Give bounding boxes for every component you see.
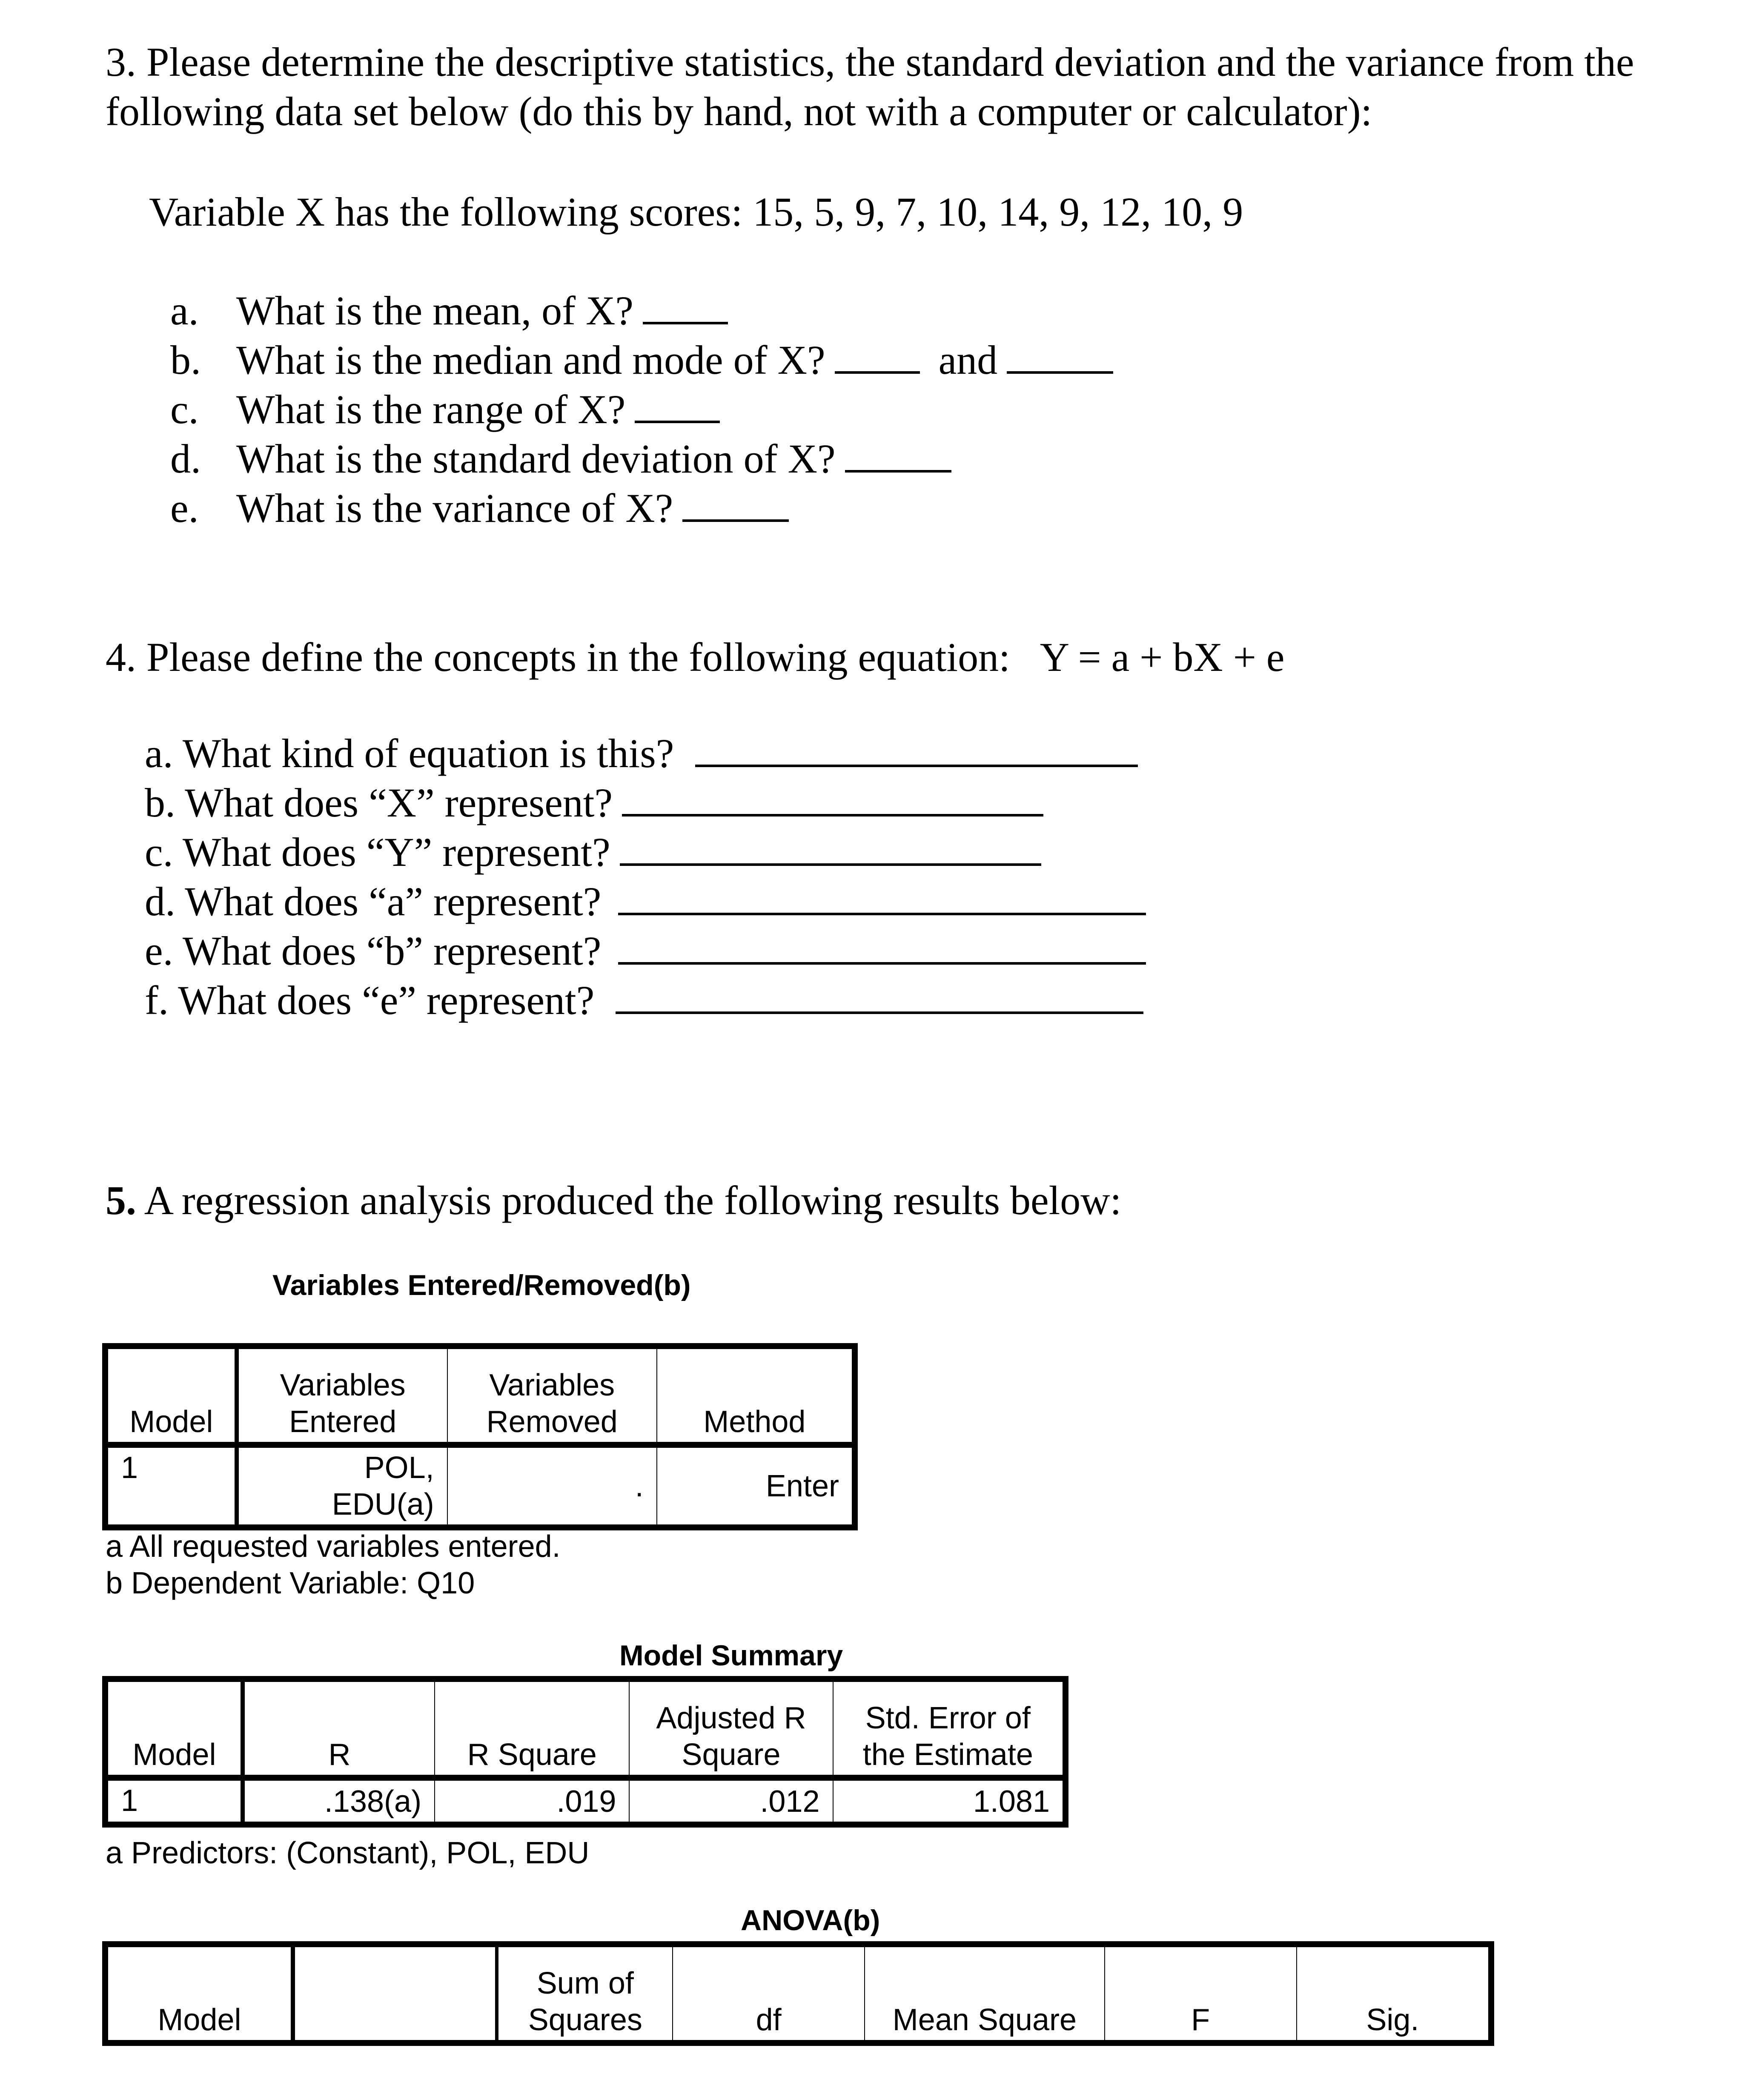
item-text: f. What does “e” represent? bbox=[145, 977, 595, 1023]
table-header-row bbox=[105, 1679, 1066, 1778]
variables-table-title: Variables Entered/Removed(b) bbox=[272, 1269, 691, 1301]
item-letter: d. bbox=[170, 436, 201, 481]
col-header-sig: Sig. bbox=[1297, 1944, 1491, 2043]
q4-prompt bbox=[106, 633, 1284, 682]
answer-blank[interactable] bbox=[616, 977, 1143, 1014]
col-header-adjusted-r-square: Adjusted R Square bbox=[629, 1679, 833, 1778]
joiner-text: and bbox=[938, 337, 998, 383]
answer-blank[interactable] bbox=[845, 436, 951, 473]
q4-item-b bbox=[145, 778, 1043, 828]
q3-line2: following data set below (do this by hand, not with a computer or calculator): bbox=[106, 89, 1372, 134]
col-header-variables-entered: Variables Entered bbox=[237, 1346, 447, 1445]
answer-blank[interactable] bbox=[682, 485, 789, 522]
item-letter: a. bbox=[170, 288, 199, 333]
col-header-blank bbox=[293, 1944, 497, 2043]
answer-blank[interactable] bbox=[618, 879, 1146, 915]
q3-item-e bbox=[170, 484, 789, 533]
q3-scores: Variable X has the following scores: 15, 5, 9, 7, 10, 14, 9, 12, 10, 9 bbox=[149, 189, 1243, 235]
table-row bbox=[105, 1445, 855, 1527]
item-letter: e. bbox=[170, 485, 199, 531]
item-text: d. What does “a” represent? bbox=[145, 879, 602, 924]
table-header-row bbox=[105, 1944, 1491, 2043]
model-summary-table bbox=[102, 1676, 1068, 1828]
cell-adjusted-r-square: .012 bbox=[629, 1778, 833, 1825]
item-text: What is the variance of X? bbox=[236, 485, 673, 531]
col-header-std-error: Std. Error of the Estimate bbox=[833, 1679, 1066, 1778]
cell-variables-entered: POL, EDU(a) bbox=[237, 1445, 447, 1527]
footnote-b: b Dependent Variable: Q10 bbox=[106, 1566, 475, 1600]
table-header-row bbox=[105, 1346, 855, 1445]
table-row bbox=[105, 1778, 1066, 1825]
q3-item-a bbox=[170, 286, 728, 335]
q4-item-c bbox=[145, 828, 1041, 877]
median-answer-blank[interactable] bbox=[835, 337, 920, 374]
q4-item-d bbox=[145, 877, 1146, 926]
q3-item-b bbox=[170, 335, 1113, 385]
answer-blank[interactable] bbox=[622, 780, 1043, 817]
col-header-mean-square: Mean Square bbox=[865, 1944, 1104, 2043]
col-header-model: Model bbox=[105, 1679, 243, 1778]
cell-std-error: 1.081 bbox=[833, 1778, 1066, 1825]
q5-number: 5. bbox=[106, 1177, 136, 1223]
col-header-r-square: R Square bbox=[435, 1679, 629, 1778]
col-header-variables-removed: Variables Removed bbox=[447, 1346, 657, 1445]
item-text: e. What does “b” represent? bbox=[145, 928, 602, 974]
answer-blank[interactable] bbox=[643, 288, 728, 324]
q4-item-a bbox=[145, 729, 1138, 778]
q4-item-f bbox=[145, 976, 1143, 1025]
mode-answer-blank[interactable] bbox=[1007, 337, 1113, 374]
cell-model: 1 bbox=[105, 1778, 243, 1825]
answer-blank[interactable] bbox=[618, 928, 1146, 965]
anova-title: ANOVA(b) bbox=[741, 1904, 880, 1937]
col-header-r: R bbox=[243, 1679, 435, 1778]
item-text: What is the standard deviation of X? bbox=[236, 436, 836, 481]
cell-r: .138(a) bbox=[243, 1778, 435, 1825]
q3-line1: 3. Please determine the descriptive statistics, the standard deviation and the variance from the bbox=[106, 39, 1634, 85]
footnote-a: a All requested variables entered. bbox=[106, 1530, 561, 1564]
col-header-model: Model bbox=[105, 1944, 293, 2043]
q5-prompt bbox=[106, 1176, 1121, 1225]
item-text: What is the median and mode of X? bbox=[236, 337, 825, 383]
item-text: What is the mean, of X? bbox=[236, 288, 633, 333]
cell-r-square: .019 bbox=[435, 1778, 629, 1825]
variables-entered-removed-table bbox=[102, 1343, 858, 1530]
q4-item-e bbox=[145, 926, 1146, 976]
answer-blank[interactable] bbox=[635, 387, 720, 423]
col-header-method: Method bbox=[657, 1346, 855, 1445]
item-letter: c. bbox=[170, 387, 199, 432]
answer-blank[interactable] bbox=[695, 731, 1138, 767]
q4-prompt-text: 4. Please define the concepts in the following equation: bbox=[106, 634, 1010, 680]
item-text: a. What kind of equation is this? bbox=[145, 731, 674, 776]
q3-item-d bbox=[170, 434, 951, 484]
item-text: What is the range of X? bbox=[236, 387, 626, 432]
anova-table bbox=[102, 1941, 1494, 2046]
item-letter: b. bbox=[170, 337, 201, 383]
equation: Y = a + bX + e bbox=[1040, 634, 1285, 680]
answer-blank[interactable] bbox=[620, 829, 1041, 866]
footnote-a: a Predictors: (Constant), POL, EDU bbox=[106, 1836, 590, 1870]
cell-variables-removed: . bbox=[447, 1445, 657, 1527]
cell-method: Enter bbox=[657, 1445, 855, 1527]
item-text: c. What does “Y” represent? bbox=[145, 829, 610, 875]
col-header-df: df bbox=[673, 1944, 865, 2043]
item-text: b. What does “X” represent? bbox=[145, 780, 613, 825]
col-header-sum-of-squares: Sum of Squares bbox=[497, 1944, 673, 2043]
model-summary-title: Model Summary bbox=[619, 1639, 843, 1672]
col-header-f: F bbox=[1105, 1944, 1297, 2043]
col-header-model: Model bbox=[105, 1346, 237, 1445]
q5-text: A regression analysis produced the following results below: bbox=[136, 1177, 1122, 1223]
q3-item-c bbox=[170, 385, 720, 434]
cell-model: 1 bbox=[105, 1445, 237, 1527]
